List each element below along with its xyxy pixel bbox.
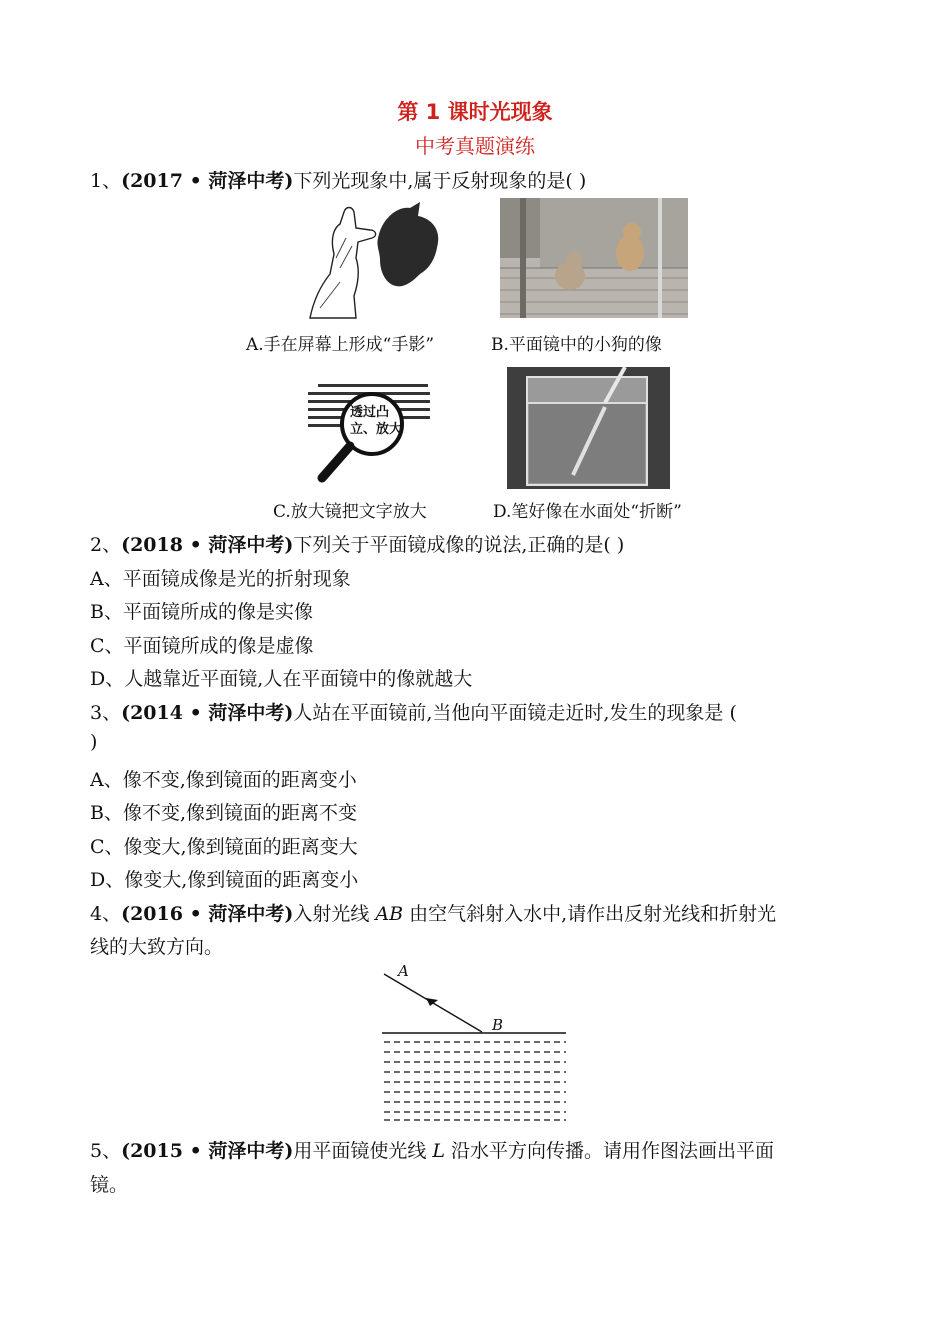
question-source: (2014 • 菏泽中考) (121, 702, 294, 724)
question-text: 人站在平面镜前,当他向平面镜走近时,发生的现象是 ( (293, 702, 737, 724)
figure-caption-d: D.笔好像在水面处“折断” (493, 502, 682, 522)
figure-caption-c: C.放大镜把文字放大 (273, 502, 427, 522)
option-3b: B、像不变,像到镜面的距离不变 (90, 802, 358, 824)
question-text-post: 由空气斜射入水中,请作出反射光线和折射光 (403, 903, 777, 925)
question-text: 下列关于平面镜成像的说法,正确的是( ) (293, 534, 625, 556)
option-3c: C、像变大,像到镜面的距离变大 (90, 836, 358, 858)
lens-text-line-2: 立、放大 (350, 422, 403, 437)
question-source: (2016 • 菏泽中考) (121, 903, 294, 925)
option-2b: B、平面镜所成的像是实像 (90, 601, 313, 623)
question-number: 2、 (90, 534, 122, 556)
question-number: 5、 (90, 1140, 122, 1162)
option-2a: A、平面镜成像是光的折射现象 (90, 568, 351, 590)
question-2 (90, 530, 624, 557)
variable-l: L (432, 1140, 445, 1162)
question-source: (2015 • 菏泽中考) (121, 1140, 294, 1162)
question-5 (90, 1136, 774, 1163)
variable-ab: AB (375, 903, 404, 925)
option-3d: D、像变大,像到镜面的距离变小 (90, 869, 359, 891)
hand-shadow-figure (300, 198, 450, 322)
dog-mirror-photo (500, 198, 688, 318)
figure-caption-a: A.手在屏幕上形成“手影” (246, 335, 435, 355)
question-number: 3、 (90, 702, 122, 724)
lens-text-line-1: 透过凸 (350, 405, 390, 420)
question-text-post: 沿水平方向传播。请用作图法画出平面 (445, 1140, 775, 1162)
question-source: (2018 • 菏泽中考) (121, 534, 294, 556)
question-source: (2017 • 菏泽中考) (121, 170, 294, 192)
page-title: 第 1 课时光现象 (397, 100, 553, 124)
pencil-in-water-photo (507, 367, 670, 489)
page-subtitle: 中考真题演练 (415, 134, 535, 158)
water-hatching (384, 1042, 566, 1120)
question-text-pre: 入射光线 (293, 903, 376, 925)
refraction-diagram (378, 960, 570, 1122)
option-3a: A、像不变,像到镜面的距离变小 (90, 769, 357, 791)
question-3-continued: ) (90, 731, 98, 753)
refraction-diagram-svg (378, 960, 570, 1122)
figure-caption-b: B.平面镜中的小狗的像 (491, 335, 662, 355)
question-5-continued: 镜。 (90, 1174, 129, 1196)
question-number: 1、 (90, 170, 122, 192)
question-text-pre: 用平面镜使光线 (293, 1140, 433, 1162)
label-a: A (398, 962, 409, 980)
question-4-continued: 线的大致方向。 (90, 936, 224, 958)
question-4 (90, 899, 776, 926)
magnifier-figure (300, 380, 450, 486)
label-b: B (492, 1016, 504, 1034)
option-2c: C、平面镜所成的像是虚像 (90, 635, 314, 657)
question-text: 下列光现象中,属于反射现象的是( ) (293, 170, 587, 192)
question-1 (90, 166, 586, 193)
question-number: 4、 (90, 903, 122, 925)
option-2d: D、人越靠近平面镜,人在平面镜中的像就越大 (90, 668, 473, 690)
question-3 (90, 698, 737, 725)
